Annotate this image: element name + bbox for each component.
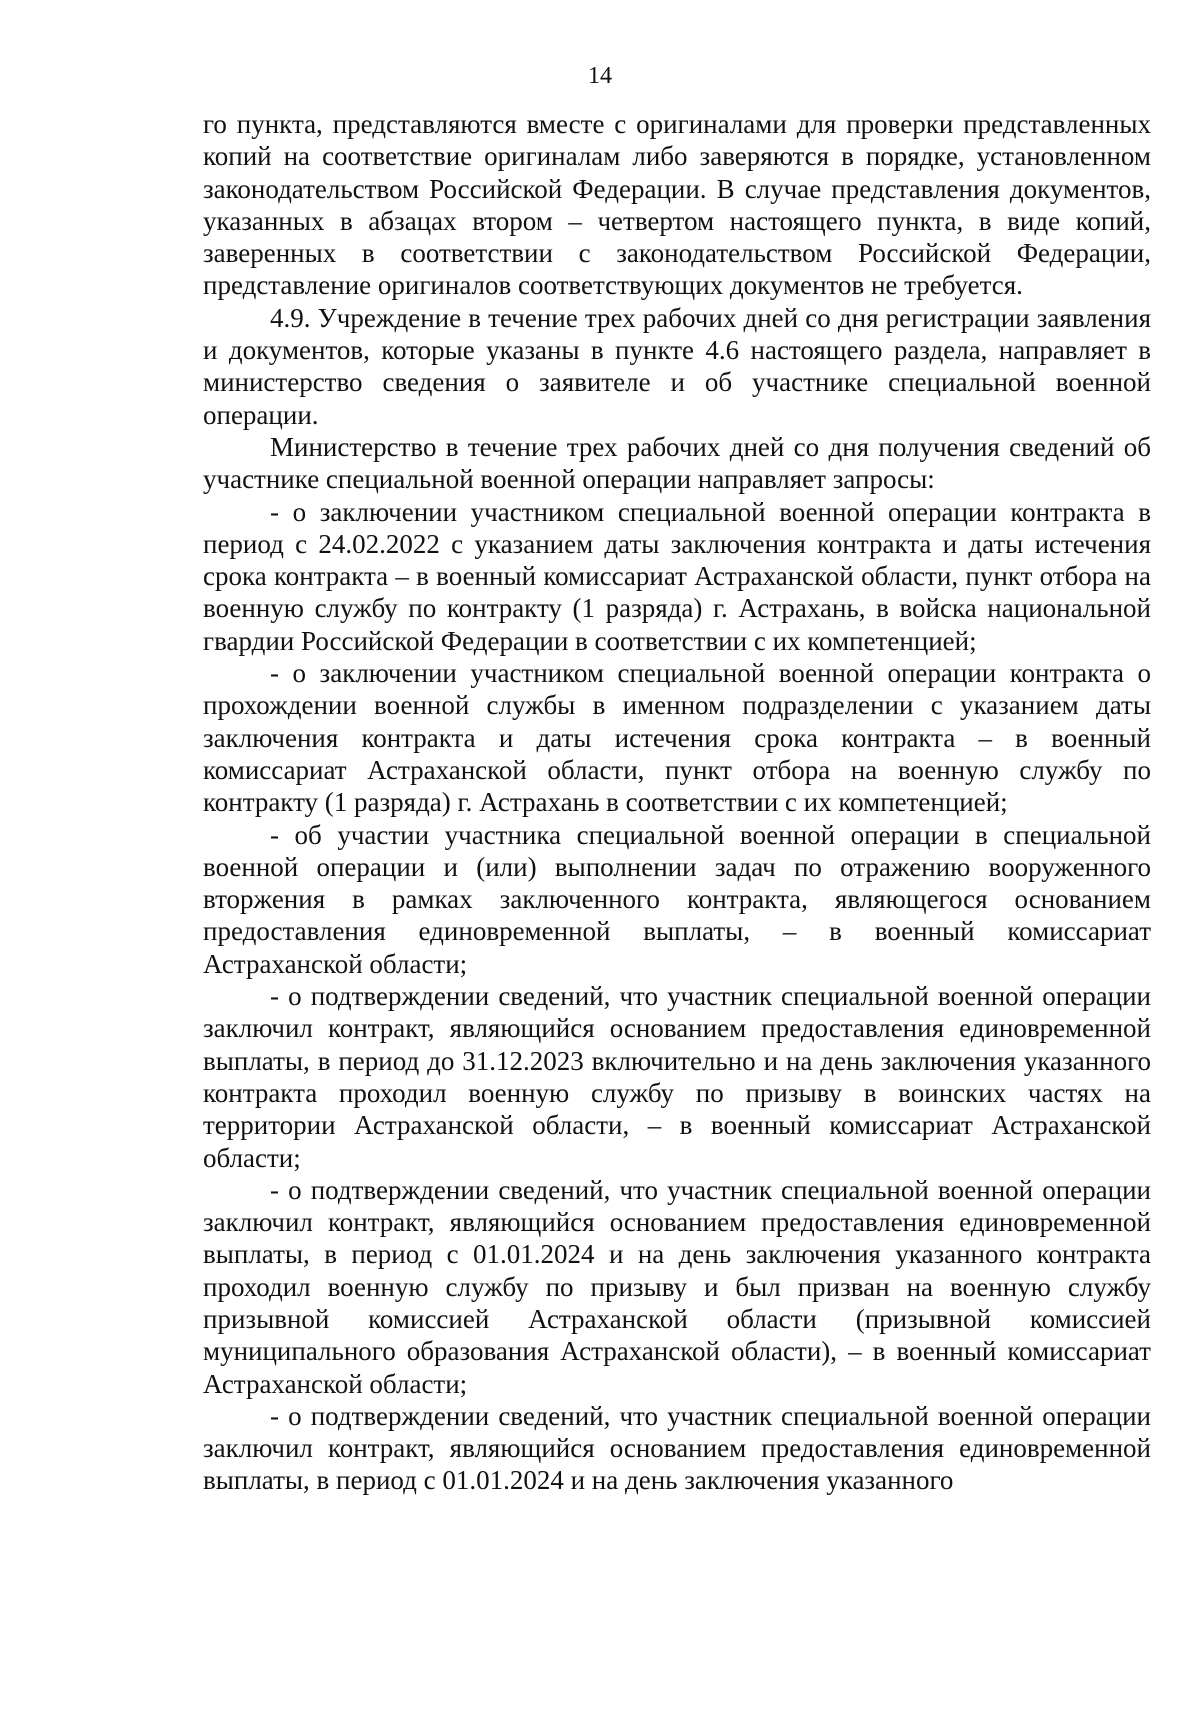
paragraph-continuation: го пункта, представляются вместе с оригиналами для проверки представленных копий на соответствие оригиналам либо заверяются в порядке, установленном законодательством Российской Федерации. В случае представления документов, указанных в абзацах втором – четвертом настоящего пункта, в виде копий, заверенных в соответствии с законодательством Российской Федерации, представление оригиналов соответствующих документов не требуется.	[203, 109, 1151, 301]
request-item: - об участии участника специальной военной операции в специальной военной операции и (или) выполнении задач по отражению вооруженного вторжения в рамках заключенного контракта, являющегося основанием предоставления единовременной выплаты, – в военный комиссариат Астраханской области;	[203, 819, 1151, 979]
request-item: - о заключении участником специальной военной операции контракта в период с 24.02.2022 с указанием даты заключения контракта и даты истечения срока контракта – в военный комиссариат Астраханской области, пункт отбора на военную службу по контракту (1 разряда) г. Астрахань, в войска национальной гвардии Российской Федерации в соответствии с их компетенцией;	[203, 496, 1151, 656]
paragraph-4-9: 4.9. Учреждение в течение трех рабочих дней со дня регистрации заявления и документов, которые указаны в пункте 4.6 настоящего раздела, направляет в министерство сведения о заявителе и об участнике специальной военной операции.	[203, 302, 1151, 430]
request-item: - о подтверждении сведений, что участник специальной военной операции заключил контракт, являющийся основанием предоставления единовременной выплаты, в период с 01.01.2024 и на день заключения указанного	[203, 1400, 1151, 1496]
request-item: - о подтверждении сведений, что участник специальной военной операции заключил контракт, являющийся основанием предоставления единовременной выплаты, в период с 01.01.2024 и на день заключения указанного контракта проходил военную службу по призыву и был призван на военную службу призывной комиссией Астраханской области (призывной комиссией муниципального образования Астраханской области), – в военный комиссариат Астраханской области;	[203, 1174, 1151, 1399]
request-item: - о подтверждении сведений, что участник специальной военной операции заключил контракт, являющийся основанием предоставления единовременной выплаты, в период до 31.12.2023 включительно и на день заключения указанного контракта проходил военную службу по призыву в воинских частях на территории Астраханской области, – в военный комиссариат Астраханской области;	[203, 981, 1151, 1173]
page-number: 14	[588, 63, 612, 89]
paragraph-ministry-requests: Министерство в течение трех рабочих дней со дня получения сведений об участнике специальной военной операции направляет запросы:	[203, 431, 1151, 495]
document-body	[203, 108, 1151, 1497]
request-item: - о заключении участником специальной военной операции контракта о прохождении военной службы в именном подразделении с указанием даты заключения контракта и даты истечения срока контракта – в военный комиссариат Астраханской области, пункт отбора на военную службу по контракту (1 разряда) г. Астрахань в соответствии с их компетенцией;	[203, 658, 1151, 818]
